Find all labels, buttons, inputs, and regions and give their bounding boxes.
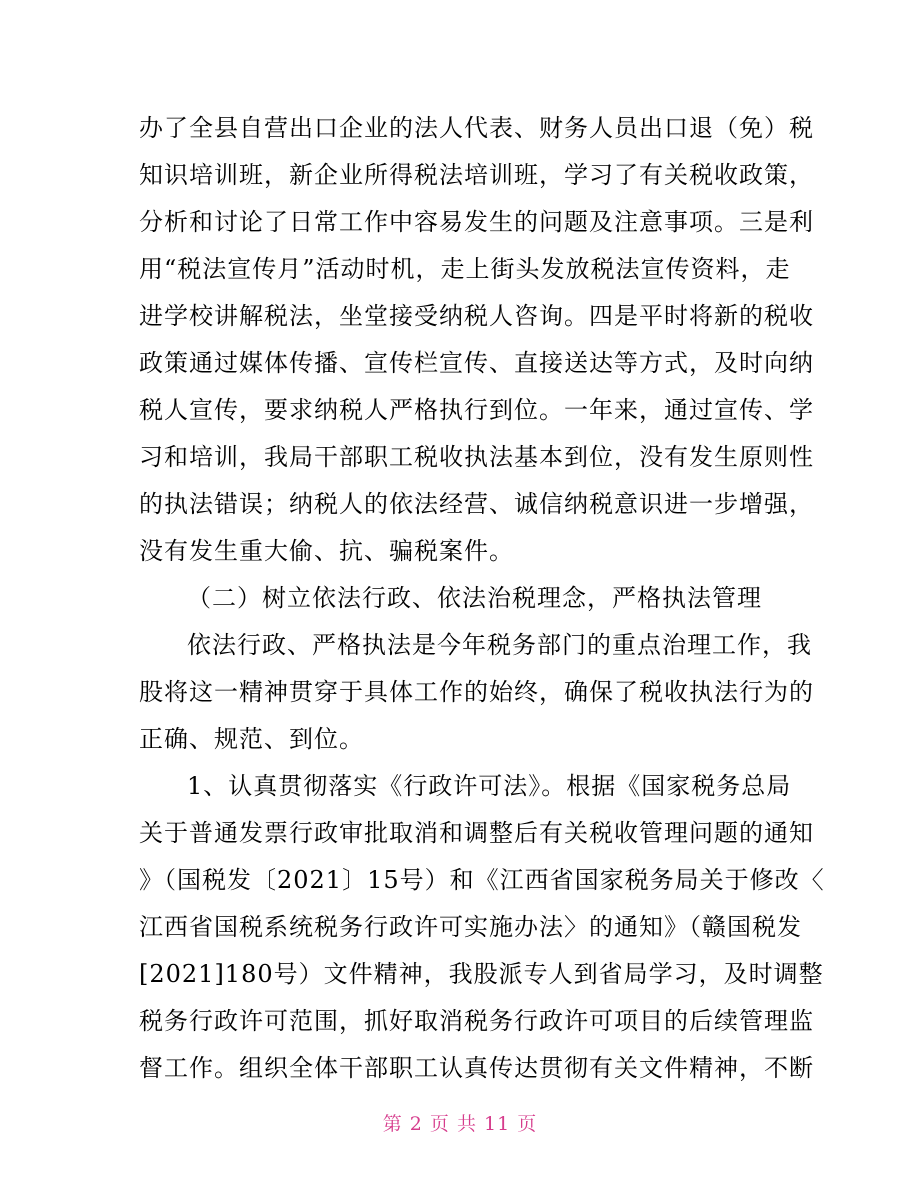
- body-line-9: 的执法错误；纳税人的依法经营、诚信纳税意识进一步增强，: [139, 490, 814, 518]
- body-line-1: 办了全县自营出口企业的法人代表、财务人员出口退（免）税: [139, 114, 814, 142]
- body-line-6: 政策通过媒体传播、宣传栏宣传、直接送达等方式，及时向纳: [139, 349, 814, 377]
- body-line-4: 用“税法宣传月”活动时机，走上街头发放税法宣传资料，走: [139, 255, 791, 283]
- body-line-18: 江西省国税系统税务行政许可实施办法〉的通知》（赣国税发: [139, 913, 802, 941]
- body-line-12: 依法行政、严格执法是今年税务部门的重点治理工作，我: [187, 631, 812, 659]
- body-line-20: 税务行政许可范围，抓好取消税务行政许可项目的后续管理监: [139, 1007, 814, 1035]
- body-line-16: 关于普通发票行政审批取消和调整后有关税收管理问题的通知: [139, 819, 814, 847]
- body-line-8: 习和培训，我局干部职工税收执法基本到位，没有发生原则性: [139, 443, 814, 471]
- body-line-10: 没有发生重大偷、抗、骗税案件。: [139, 537, 514, 565]
- body-line-17: 》（国税发〔2021〕15号）和《江西省国家税务局关于修改〈: [139, 866, 825, 894]
- body-line-14: 正确、规范、到位。: [139, 725, 364, 753]
- body-line-7: 税人宣传，要求纳税人严格执行到位。一年来，通过宣传、学: [139, 396, 814, 424]
- body-line-2: 知识培训班，新企业所得税法培训班，学习了有关税收政策，: [139, 161, 814, 189]
- body-line-15: 1、认真贯彻落实《行政许可法》。根据《国家税务总局: [187, 772, 792, 800]
- page-number-footer: 第 2 页 共 11 页: [382, 1113, 538, 1135]
- body-line-5: 进学校讲解税法，坐堂接受纳税人咨询。四是平时将新的税收: [139, 302, 814, 330]
- body-line-21: 督工作。组织全体干部职工认真传达贯彻有关文件精神，不断: [139, 1054, 814, 1082]
- body-line-3: 分析和讨论了日常工作中容易发生的问题及注意事项。三是利: [139, 208, 814, 236]
- body-line-13: 股将这一精神贯穿于具体工作的始终，确保了税收执法行为的: [139, 678, 814, 706]
- body-line-19: [2021]180号）文件精神，我股派专人到省局学习，及时调整: [139, 960, 824, 988]
- section-heading: （二）树立依法行政、依法治税理念，严格执法管理: [187, 584, 762, 612]
